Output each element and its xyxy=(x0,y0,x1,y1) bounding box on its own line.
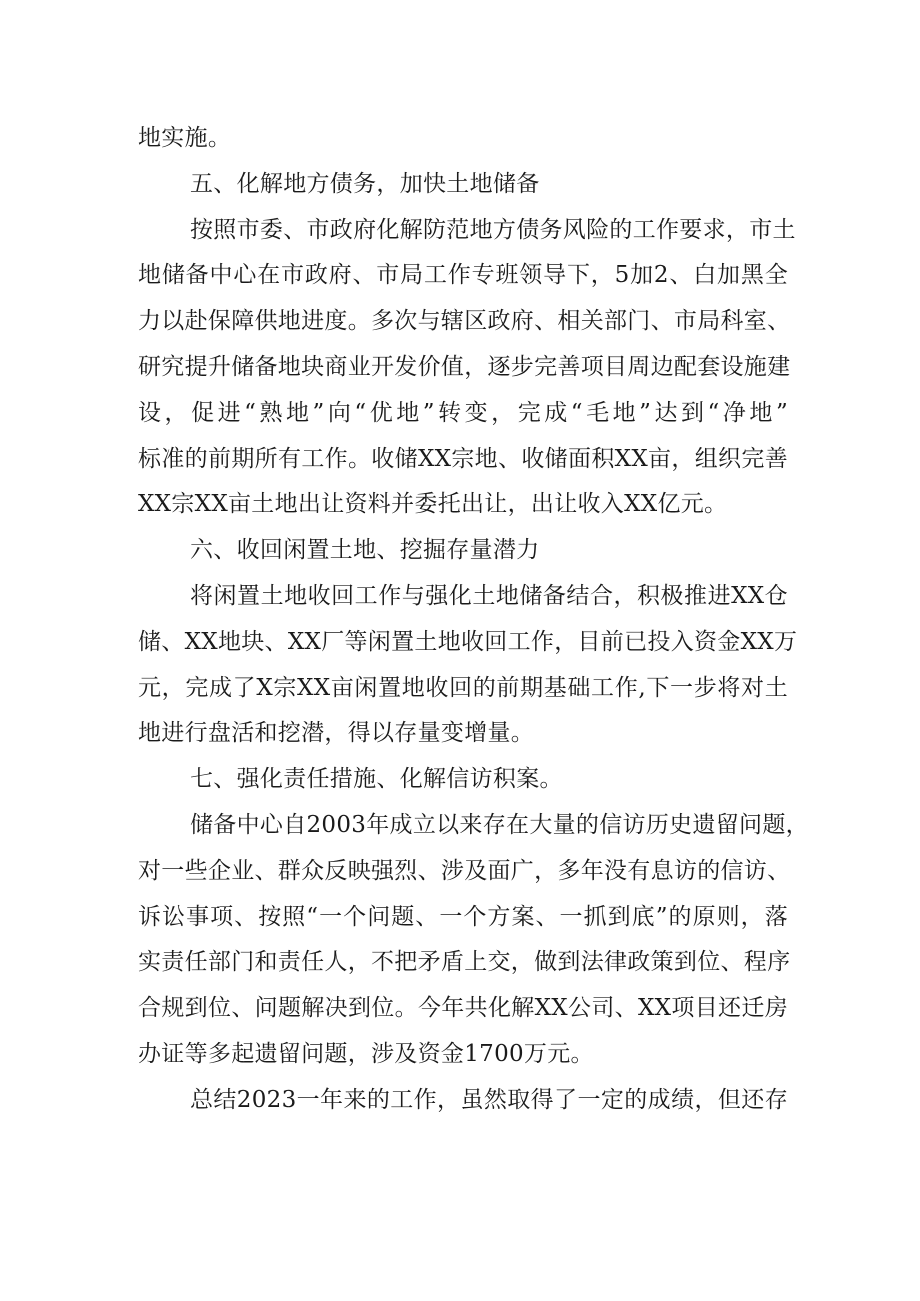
text-line: 七、强化责任措施、化解信访积案。 xyxy=(190,766,563,793)
text-line: 标准的前期所有工作。收储XX宗地、收储面积XX亩，组织完善 xyxy=(138,445,788,472)
text-line: 设，促进“熟地”向“优地”转变，完成“毛地”达到“净地” xyxy=(138,399,788,426)
text-line: 将闲置土地收回工作与强化土地储备结合，积极推进XX仓 xyxy=(190,582,788,609)
text-line: 元，完成了X宗XX亩闲置地收回的前期基础工作,下一步将对土 xyxy=(138,674,788,701)
text-line: 办证等多起遗留问题，涉及资金1700万元。 xyxy=(138,1040,594,1067)
text-line: 按照市委、市政府化解防范地方债务风险的工作要求，市土 xyxy=(190,216,796,243)
text-line: 研究提升储备地块商业开发价值，逐步完善项目周边配套设施建 xyxy=(138,353,791,380)
text-line: 地进行盘活和挖潜，得以存量变增量。 xyxy=(138,720,535,747)
text-line: 总结2023一年来的工作，虽然取得了一定的成绩，但还存 xyxy=(190,1086,788,1113)
text-line: 六、收回闲置土地、挖掘存量潜力 xyxy=(190,537,540,564)
text-line: 地储备中心在市政府、市局工作专班领导下，5加2、白加黑全 xyxy=(138,262,788,289)
text-line: 储备中心自2003年成立以来存在大量的信访历史遗留问题， xyxy=(190,811,809,838)
text-line: XX宗XX亩土地出让资料并委托出让，出让收入XX亿元。 xyxy=(138,491,728,518)
document-body xyxy=(138,116,809,1124)
text-line: 储、XX地块、XX厂等闲置土地收回工作，目前已投入资金XX万 xyxy=(138,628,798,655)
text-line: 地实施。 xyxy=(138,125,232,151)
text-line: 对一些企业、群众反映强烈、涉及面广，多年没有息访的信访、 xyxy=(138,857,791,884)
text-line: 诉讼事项、按照“一个问题、一个方案、一抓到底”的原则，落 xyxy=(138,903,788,930)
text-line: 五、化解地方债务，加快土地储备 xyxy=(190,170,540,197)
text-line: 合规到位、问题解决到位。今年共化解XX公司、XX项目还迁房 xyxy=(138,995,788,1022)
text-line: 实责任部门和责任人，不把矛盾上交，做到法律政策到位、程序 xyxy=(138,949,791,976)
text-line: 力以赴保障供地进度。多次与辖区政府、相关部门、市局科室、 xyxy=(138,308,791,335)
